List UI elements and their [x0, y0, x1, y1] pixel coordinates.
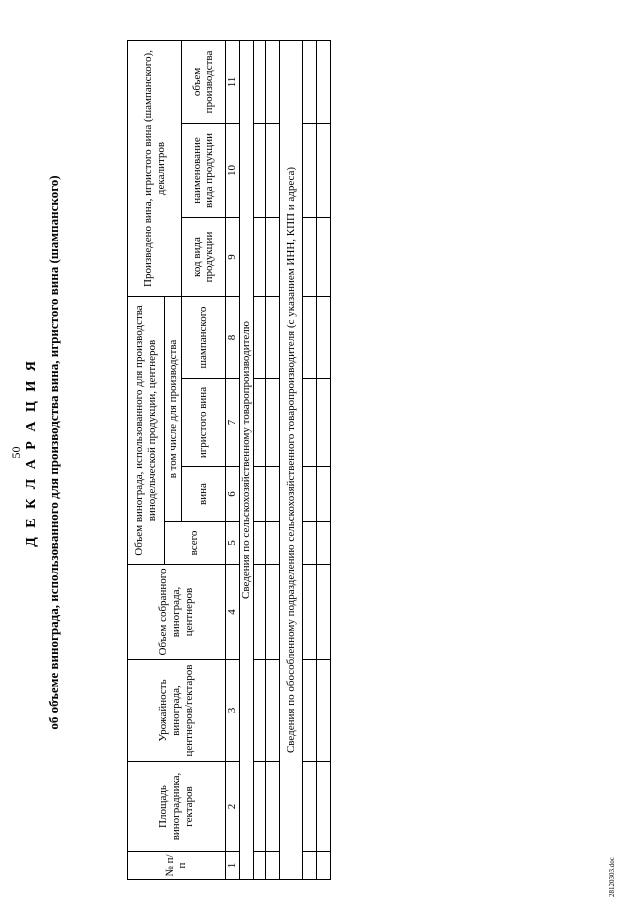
table-cell: [303, 297, 316, 379]
header-num: № п/п: [128, 852, 226, 880]
table-cell: [253, 218, 265, 297]
table-cell: [253, 40, 265, 123]
table-cell: [303, 762, 316, 852]
col-number: 6: [225, 467, 239, 522]
table-cell: [303, 852, 316, 880]
table-cell: [316, 660, 330, 762]
table-cell: [253, 297, 265, 379]
col-number: 8: [225, 297, 239, 379]
col-number: 7: [225, 379, 239, 467]
table-cell: [266, 852, 279, 880]
table-row: [303, 40, 316, 879]
table-cell: [253, 379, 265, 467]
table-cell: [253, 467, 265, 522]
table-cell: [266, 379, 279, 467]
col-number: 3: [225, 660, 239, 762]
table-cell: [303, 379, 316, 467]
header-total: всего: [164, 522, 225, 565]
table-cell: [253, 124, 265, 218]
header-area: Площадь виноградника, гектаров: [128, 762, 226, 852]
table-cell: [316, 467, 330, 522]
header-volume: объем производства: [182, 40, 225, 123]
table-cell: [253, 852, 265, 880]
header-name: наименование вида продукции: [182, 124, 225, 218]
table-cell: [266, 762, 279, 852]
table-cell: [316, 124, 330, 218]
header-produced-group: Произведено вина, игристого вина (шампанского), декалитров: [128, 40, 182, 296]
table-cell: [266, 522, 279, 565]
table-cell: [253, 565, 265, 660]
table-cell: [316, 40, 330, 123]
table-cell: [303, 467, 316, 522]
header-used-group: Объем винограда, использованного для производства винодельческой продукции, центнеров: [128, 297, 165, 565]
table-cell: [266, 467, 279, 522]
table-cell: [266, 565, 279, 660]
header-collected: Объем собранного винограда, центнеров: [128, 565, 226, 660]
table-cell: [316, 565, 330, 660]
table-cell: [266, 40, 279, 123]
header-wine: вина: [182, 467, 225, 522]
header-sparkling: игристого вина: [182, 379, 225, 467]
table-row: [316, 40, 330, 879]
col-number: 5: [225, 522, 239, 565]
table-cell: [316, 379, 330, 467]
table-cell: [316, 852, 330, 880]
table-cell: [303, 124, 316, 218]
declaration-table: [127, 40, 331, 880]
column-numbers-row: [225, 40, 239, 879]
table-cell: [253, 522, 265, 565]
header-incl: в том числе для производства: [164, 297, 181, 522]
table-cell: [303, 660, 316, 762]
section-row: [239, 40, 253, 879]
table-cell: [316, 522, 330, 565]
table-cell: [253, 762, 265, 852]
table-cell: [266, 124, 279, 218]
page-subtitle: об объеме винограда, использованного для производства вина, игристого вина (шампанского): [46, 175, 61, 730]
col-number: 10: [225, 124, 239, 218]
header-champagne: шампанского: [182, 297, 225, 379]
table-row: [253, 40, 265, 879]
table-cell: [253, 660, 265, 762]
section-title-producer: Сведения по сельскохозяйственному товаропроизводителю: [239, 40, 253, 879]
table-cell: [303, 218, 316, 297]
table-row: [266, 40, 279, 879]
col-number: 4: [225, 565, 239, 660]
col-number: 2: [225, 762, 239, 852]
col-number: 9: [225, 218, 239, 297]
page-number: 50: [9, 446, 23, 459]
page-title: Д Е К Л А Р А Ц И Я: [24, 358, 39, 547]
table-cell: [266, 660, 279, 762]
table-cell: [303, 40, 316, 123]
table-cell: [266, 218, 279, 297]
table-cell: [266, 297, 279, 379]
section-title-subdivision: Сведения по обособленному подразделению сельскохозяйственного товаропроизводителя (с указанием ИНН, КПП и адреса): [279, 40, 303, 879]
table-cell: [316, 218, 330, 297]
table-cell: [303, 522, 316, 565]
col-number: 1: [225, 852, 239, 880]
col-number: 11: [225, 40, 239, 123]
header-yield: Урожайность винограда, центнеров/гектаров: [128, 660, 226, 762]
table-cell: [303, 565, 316, 660]
document-id: 28120303.doc: [608, 857, 616, 897]
table-cell: [316, 762, 330, 852]
section-row: [279, 40, 303, 879]
header-row-1: [128, 40, 165, 879]
header-code: код вида продукции: [182, 218, 225, 297]
table-cell: [316, 297, 330, 379]
